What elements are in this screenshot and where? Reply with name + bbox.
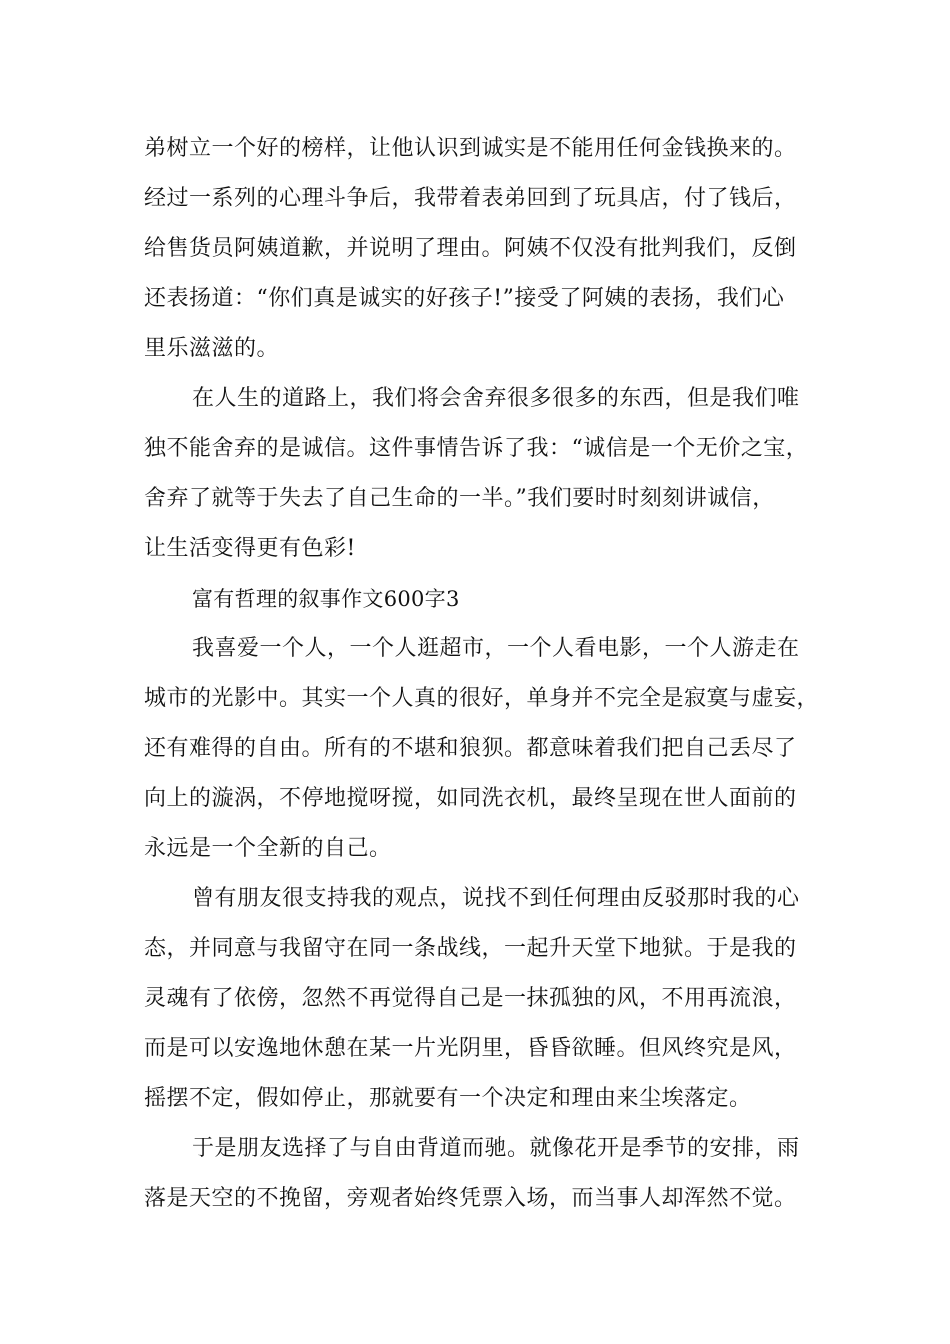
text-line-19: 而是可以安逸地休憩在某一片光阴里，昏昏欲睡。但风终究是风， xyxy=(144,1036,797,1061)
text-line-14: 向上的漩涡，不停地搅呀搅，如同洗衣机，最终呈现在世人面前的 xyxy=(144,786,797,811)
text-line-13: 还有难得的自由。所有的不堪和狼狈。都意味着我们把自己丢尽了 xyxy=(144,736,797,761)
paragraph-start-line: 于是朋友选择了与自由背道而驰。就像花开是季节的安排，雨 xyxy=(192,1136,800,1161)
text-line-3: 给售货员阿姨道歉，并说明了理由。阿姨不仅没有批判我们，反倒 xyxy=(144,236,797,261)
text-line-1: 弟树立一个好的榜样，让他认识到诚实是不能用任何金钱换来的。 xyxy=(144,136,797,161)
text-line-22: 落是天空的不挽留，旁观者始终凭票入场，而当事人却浑然不觉。 xyxy=(144,1186,797,1211)
text-line-9: 让生活变得更有色彩! xyxy=(144,536,356,561)
text-line-17: 态，并同意与我留守在同一条战线，一起升天堂下地狱。于是我的 xyxy=(144,936,797,961)
text-line-8: 舍弃了就等于失去了自己生命的一半。”我们要时时刻刻讲诚信， xyxy=(144,486,775,511)
text-line-5: 里乐滋滋的。 xyxy=(144,336,280,361)
text-line-15: 永远是一个全新的自己。 xyxy=(144,836,392,861)
text-line-12: 城市的光影中。其实一个人真的很好，单身并不完全是寂寞与虚妄， xyxy=(144,686,820,711)
section-heading: 富有哲理的叙事作文600字3 xyxy=(192,587,460,611)
text-line-2: 经过一系列的心理斗争后，我带着表弟回到了玩具店，付了钱后， xyxy=(144,186,797,211)
text-line-4: 还表扬道：“你们真是诚实的好孩子!”接受了阿姨的表扬，我们心 xyxy=(144,286,785,311)
paragraph-start-line: 我喜爱一个人，一个人逛超市，一个人看电影，一个人游走在 xyxy=(192,636,800,661)
paragraph-start-line: 曾有朋友很支持我的观点，说找不到任何理由反驳那时我的心 xyxy=(192,886,800,911)
paragraph-start-line: 在人生的道路上，我们将会舍弃很多很多的东西，但是我们唯 xyxy=(192,386,800,411)
text-line-7: 独不能舍弃的是诚信。这件事情告诉了我：“诚信是一个无价之宝， xyxy=(144,436,809,461)
text-line-18: 灵魂有了依傍，忽然不再觉得自己是一抹孤独的风，不用再流浪， xyxy=(144,986,797,1011)
text-line-20: 摇摆不定，假如停止，那就要有一个决定和理由来尘埃落定。 xyxy=(144,1086,752,1111)
